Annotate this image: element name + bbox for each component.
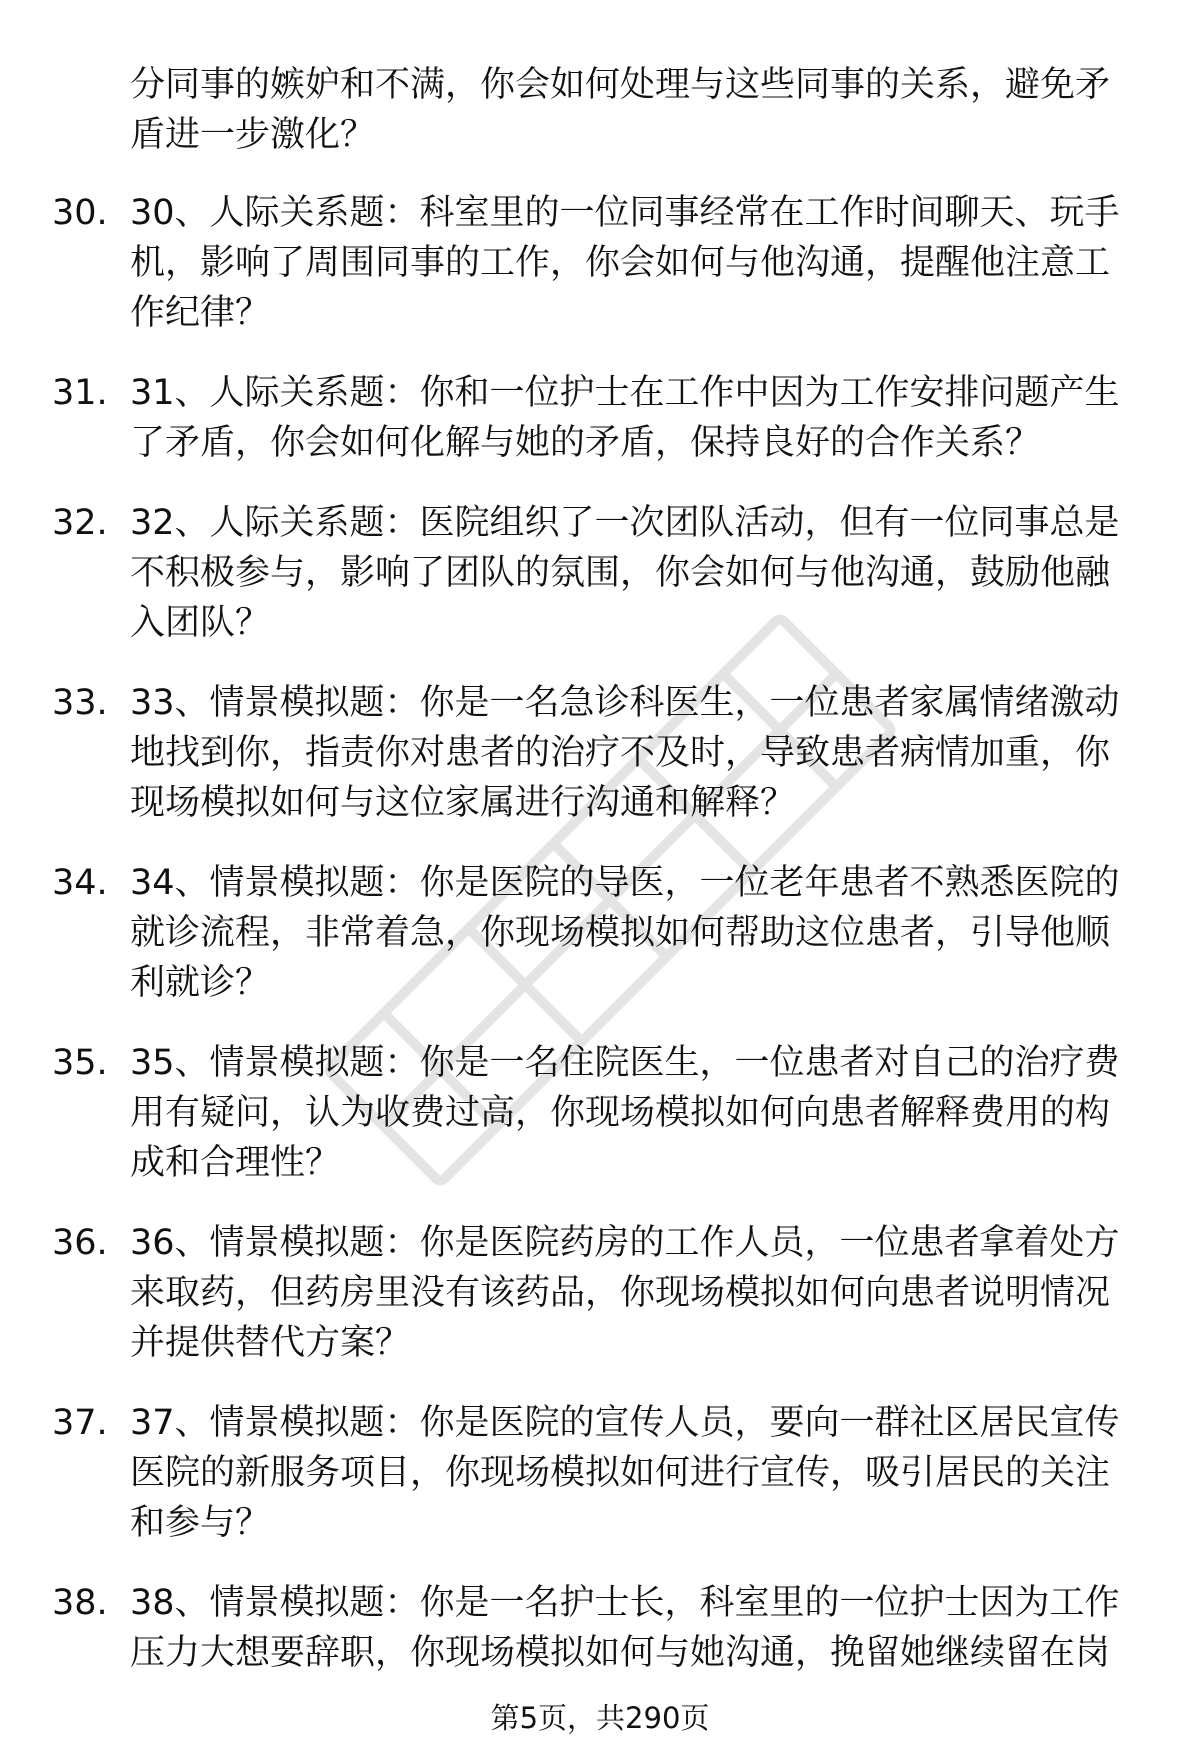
item-text: 33、情景模拟题：你是一名急诊科医生，一位患者家属情绪激动地找到你，指责你对患者的治疗不及时，导致患者病情加重，你现场模拟如何与这位家属进行沟通和解释？ bbox=[130, 683, 1120, 823]
list-item bbox=[0, 858, 1200, 1008]
list-item bbox=[0, 1578, 1200, 1678]
item-number: 36. bbox=[52, 1223, 108, 1263]
list-item bbox=[0, 1398, 1200, 1548]
page-footer: 第5页，共290页 bbox=[490, 1701, 710, 1735]
item-text: 32、人际关系题：医院组织了一次团队活动，但有一位同事总是不积极参与，影响了团队的氛围，你会如何与他沟通，鼓励他融入团队？ bbox=[130, 503, 1120, 643]
item-number: 32. bbox=[52, 503, 108, 543]
item-number: 30. bbox=[52, 193, 108, 233]
item-number: 34. bbox=[52, 863, 108, 903]
question-list bbox=[0, 188, 1200, 1708]
item-text: 34、情景模拟题：你是医院的导医，一位老年患者不熟悉医院的就诊流程，非常着急，你现场模拟如何帮助这位患者，引导他顺利就诊？ bbox=[130, 863, 1120, 1003]
item-text: 38、情景模拟题：你是一名护士长，科室里的一位护士因为工作压力大想要辞职，你现场模拟如何与她沟通，挽留她继续留在岗 bbox=[130, 1583, 1120, 1673]
list-item bbox=[0, 498, 1200, 648]
item-text: 35、情景模拟题：你是一名住院医生，一位患者对自己的治疗费用有疑问，认为收费过高，你现场模拟如何向患者解释费用的构成和合理性？ bbox=[130, 1043, 1120, 1183]
item-number: 33. bbox=[52, 683, 108, 723]
item-text: 36、情景模拟题：你是医院药房的工作人员，一位患者拿着处方来取药，但药房里没有该药品，你现场模拟如何向患者说明情况并提供替代方案？ bbox=[130, 1223, 1120, 1363]
list-item bbox=[0, 1038, 1200, 1188]
item-text: 37、情景模拟题：你是医院的宣传人员，要向一群社区居民宣传医院的新服务项目，你现场模拟如何进行宣传，吸引居民的关注和参与？ bbox=[130, 1403, 1120, 1543]
item-text: 31、人际关系题：你和一位护士在工作中因为工作安排问题产生了矛盾，你会如何化解与她的矛盾，保持良好的合作关系？ bbox=[130, 373, 1120, 463]
item-number: 35. bbox=[52, 1043, 108, 1083]
list-item bbox=[0, 368, 1200, 468]
item-number: 31. bbox=[52, 373, 108, 413]
continuation-paragraph: 分同事的嫉妒和不满，你会如何处理与这些同事的关系，避免矛盾进一步激化？ bbox=[130, 65, 1111, 155]
item-text: 30、人际关系题：科室里的一位同事经常在工作时间聊天、玩手机，影响了周围同事的工作，你会如何与他沟通，提醒他注意工作纪律？ bbox=[130, 193, 1120, 333]
list-item bbox=[0, 188, 1200, 338]
item-number: 37. bbox=[52, 1403, 108, 1443]
list-item bbox=[0, 1218, 1200, 1368]
list-item bbox=[0, 678, 1200, 828]
item-number: 38. bbox=[52, 1583, 108, 1623]
